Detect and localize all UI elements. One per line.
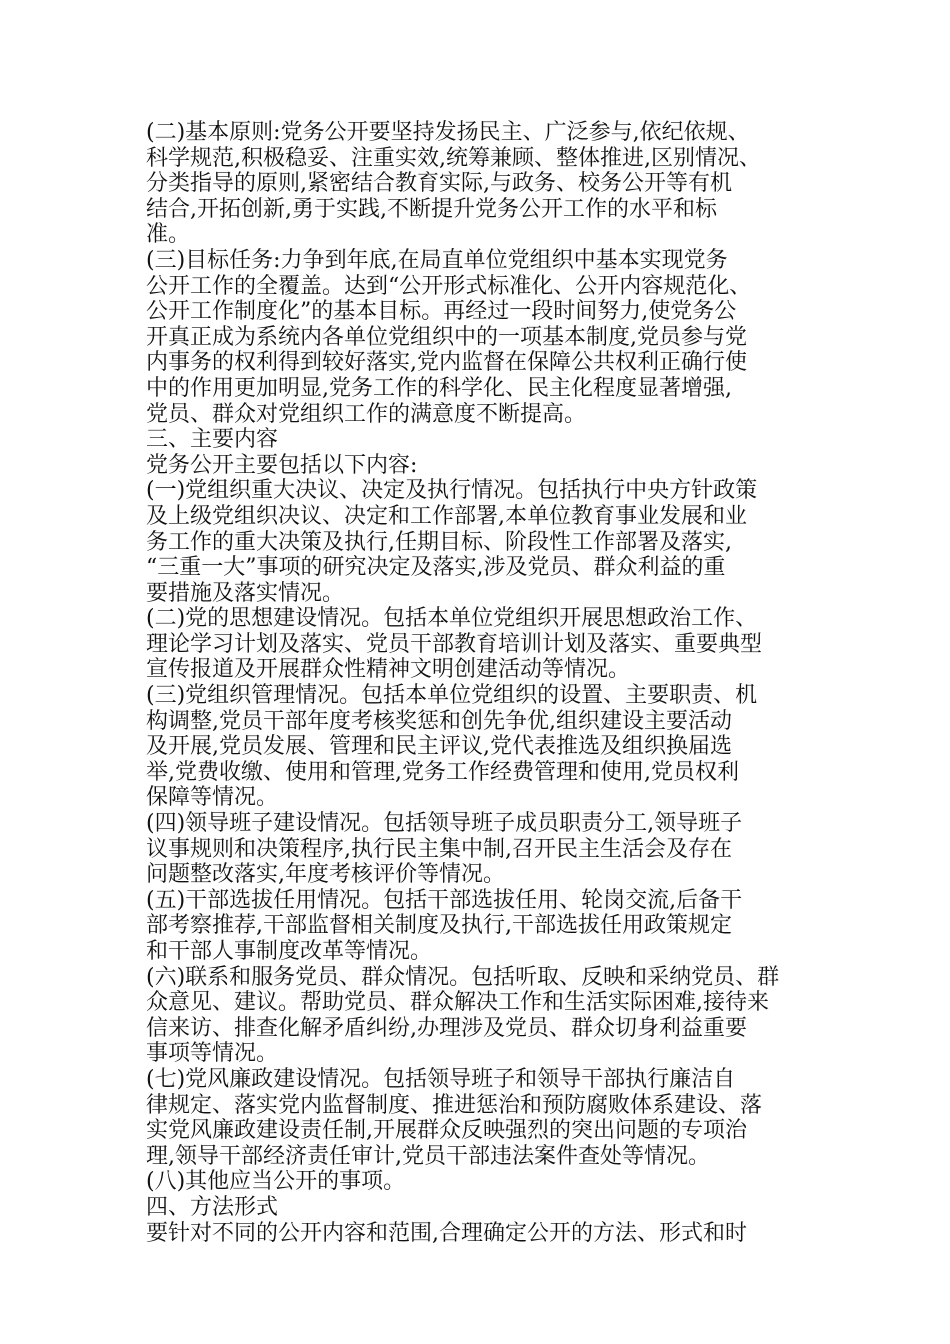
text-line: 宣传报道及开展群众性精神文明创建活动等情况。: [146, 657, 631, 683]
section-heading: 三、主要内容: [146, 427, 279, 453]
text-line: (五)干部选拔任用情况。包括干部选拔任用、轮岗交流,后备干: [146, 887, 743, 913]
text-line: 务工作的重大决策及执行,任期目标、阶段性工作部署及落实,: [146, 529, 732, 555]
text-line: (三)目标任务:力争到年底,在局直单位党组织中基本实现党务: [146, 247, 728, 273]
text-line: 开真正成为系统内各单位党组织中的一项基本制度,党员参与党: [146, 324, 747, 350]
text-line: 构调整,党员干部年度考核奖惩和创先争优,组织建设主要活动: [146, 708, 732, 734]
text-line: (六)联系和服务党员、群众情况。包括听取、反映和采纳党员、群: [146, 964, 780, 990]
text-line: 议事规则和决策程序,执行民主集中制,召开民主生活会及存在: [146, 836, 732, 862]
text-line: 公开工作制度化”的基本目标。再经过一段时间努力,使党务公: [146, 299, 737, 325]
section-heading: 四、方法形式: [146, 1194, 279, 1220]
text-line: 要措施及落实情况。: [146, 580, 345, 606]
document-body: [146, 120, 808, 1246]
text-line: 党务公开主要包括以下内容:: [146, 452, 418, 478]
text-line: (三)党组织管理情况。包括本单位党组织的设置、主要职责、机: [146, 683, 758, 709]
text-line: 中的作用更加明显,党务工作的科学化、民主化程度显著增强,: [146, 375, 732, 401]
text-line: 问题整改落实,年度考核评价等情况。: [146, 862, 505, 888]
text-line: 信来访、排查化解矛盾纠纷,办理涉及党员、群众切身利益重要: [146, 1015, 747, 1041]
text-line: 事项等情况。: [146, 1041, 279, 1067]
text-line: 结合,开拓创新,勇于实践,不断提升党务公开工作的水平和标: [146, 196, 717, 222]
text-line: 要针对不同的公开内容和范围,合理确定公开的方法、形式和时: [146, 1220, 747, 1246]
text-line: 及上级党组织决议、决定和工作部署,本单位教育事业发展和业: [146, 503, 747, 529]
text-line: 准。: [146, 222, 191, 248]
text-line: 党员、群众对党组织工作的满意度不断提高。: [146, 401, 587, 427]
text-line: 律规定、落实党内监督制度、推进惩治和预防腐败体系建设、落: [146, 1092, 763, 1118]
text-line: (七)党风廉政建设情况。包括领导班子和领导干部执行廉洁自: [146, 1066, 736, 1092]
text-line: 分类指导的原则,紧密结合教育实际,与政务、校务公开等有机: [146, 171, 732, 197]
text-line: 部考察推荐,干部监督相关制度及执行,干部选拔任用政策规定: [146, 913, 732, 939]
text-line: 保障等情况。: [146, 785, 279, 811]
text-line: (二)党的思想建设情况。包括本单位党组织开展思想政治工作、: [146, 606, 758, 632]
text-line: (一)党组织重大决议、决定及执行情况。包括执行中央方针政策: [146, 478, 758, 504]
text-line: (八)其他应当公开的事项。: [146, 1169, 406, 1195]
text-line: “三重一大”事项的研究决定及落实,涉及党员、群众利益的重: [146, 555, 726, 581]
text-line: (二)基本原则:党务公开要坚持发扬民主、广泛参与,依纪依规、: [146, 120, 750, 145]
text-line: 及开展,党员发展、管理和民主评议,党代表推选及组织换届选: [146, 734, 732, 760]
text-line: 理,领导干部经济责任审计,党员干部违法案件查处等情况。: [146, 1143, 710, 1169]
text-line: 和干部人事制度改革等情况。: [146, 939, 433, 964]
text-line: 众意见、建议。帮助党员、群众解决工作和生活实际困难,接待来: [146, 990, 769, 1016]
text-line: 科学规范,积极稳妥、注重实效,统筹兼顾、整体推进,区别情况、: [146, 145, 761, 171]
text-line: (四)领导班子建设情况。包括领导班子成员职责分工,领导班子: [146, 811, 743, 837]
text-line: 公开工作的全覆盖。达到“公开形式标准化、公开内容规范化、: [146, 273, 752, 299]
text-line: 内事务的权利得到较好落实,党内监督在保障公共权利正确行使: [146, 350, 747, 376]
text-line: 理论学习计划及落实、党员干部教育培训计划及落实、重要典型: [146, 631, 763, 657]
text-line: 举,党费收缴、使用和管理,党务工作经费管理和使用,党员权利: [146, 759, 739, 785]
text-line: 实党风廉政建设责任制,开展群众反映强烈的突出问题的专项治: [146, 1118, 747, 1144]
